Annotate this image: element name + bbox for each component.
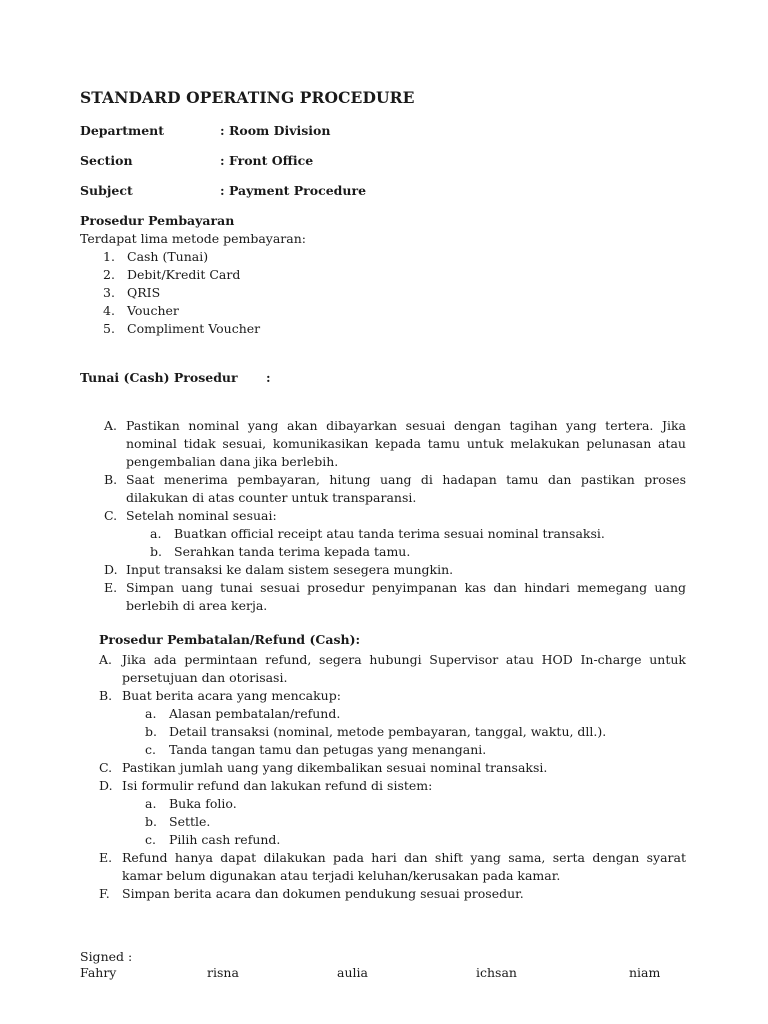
meta-value: : Payment Procedure — [220, 183, 367, 198]
list-marker: E. — [99, 850, 113, 865]
list-marker: A. — [104, 418, 118, 433]
sub-list-marker: b. — [145, 814, 157, 829]
signer-name: niam — [629, 965, 661, 980]
sub-list-marker: a. — [145, 706, 157, 721]
refund-sub-item: Tanda tangan tamu dan petugas yang menangani. — [169, 742, 487, 757]
refund-heading: Prosedur Pembatalan/Refund (Cash): — [99, 632, 361, 647]
payment-intro: Terdapat lima metode pembayaran: — [80, 231, 307, 246]
list-number: 5. — [103, 321, 115, 336]
list-marker: B. — [104, 472, 118, 487]
list-number: 1. — [103, 249, 115, 264]
cash-item: Input transaksi ke dalam sistem sesegera mungkin. — [126, 562, 454, 577]
refund-item: Pastikan jumlah uang yang dikembalikan sesuai nominal transaksi. — [122, 760, 548, 775]
sub-list-marker: b. — [145, 724, 157, 739]
refund-sub-item: Settle. — [169, 814, 211, 829]
refund-sub-item: Pilih cash refund. — [169, 832, 281, 847]
sub-list-marker: b. — [150, 544, 162, 559]
list-number: 4. — [103, 303, 115, 318]
payment-method-item: Cash (Tunai) — [127, 249, 209, 264]
list-marker: D. — [104, 562, 118, 577]
refund-sub-item: Detail transaksi (nominal, metode pembayaran, tanggal, waktu, dll.). — [169, 724, 607, 739]
refund-item: Isi formulir refund dan lakukan refund di sistem: — [122, 778, 433, 793]
sub-list-marker: a. — [145, 796, 157, 811]
signer-name: aulia — [337, 965, 368, 980]
refund-sub-item: Buka folio. — [169, 796, 237, 811]
sub-list-marker: c. — [145, 832, 156, 847]
signed-label: Signed : — [80, 949, 133, 964]
list-marker: B. — [99, 688, 113, 703]
list-number: 3. — [103, 285, 115, 300]
payment-method-item: Compliment Voucher — [127, 321, 261, 336]
list-marker: F. — [99, 886, 110, 901]
meta-label: Department — [80, 123, 165, 138]
meta-value: : Room Division — [220, 123, 331, 138]
cash-item: Saat menerima pembayaran, hitung uang di hadapan tamu dan pastikan proses dilakukan di atas counter untuk transparansi. — [126, 472, 686, 505]
list-marker: E. — [104, 580, 118, 595]
refund-item: Jika ada permintaan refund, segera hubungi Supervisor atau HOD In-charge untuk persetujuan dan otorisasi. — [122, 652, 686, 685]
cash-item: Setelah nominal sesuai: — [126, 508, 277, 523]
meta-label: Section — [80, 153, 133, 168]
list-marker: C. — [104, 508, 118, 523]
signer-name: Fahry — [80, 965, 117, 980]
cash-heading-colon: : — [266, 370, 271, 385]
cash-item: Simpan uang tunai sesuai prosedur penyimpanan kas dan hindari memegang uang berlebih di area kerja. — [126, 580, 686, 613]
payment-method-item: QRIS — [127, 285, 161, 300]
meta-label: Subject — [80, 183, 133, 198]
refund-item: Refund hanya dapat dilakukan pada hari dan shift yang sama, serta dengan syarat kamar belum digunakan atau terjadi keluhan/kerusakan pada kamar. — [122, 850, 686, 883]
sub-list-marker: c. — [145, 742, 156, 757]
sub-list-marker: a. — [150, 526, 162, 541]
list-marker: D. — [99, 778, 113, 793]
list-marker: C. — [99, 760, 113, 775]
cash-sub-item: Serahkan tanda terima kepada tamu. — [174, 544, 411, 559]
payment-method-item: Voucher — [127, 303, 179, 318]
cash-item: Pastikan nominal yang akan dibayarkan sesuai dengan tagihan yang tertera. Jika nominal tidak sesuai, komunikasikan kepada tamu untuk melakukan pelunasan atau pengembalian dana jika berlebih. — [126, 418, 686, 469]
cash-sub-item: Buatkan official receipt atau tanda terima sesuai nominal transaksi. — [174, 526, 605, 541]
document-title: STANDARD OPERATING PROCEDURE — [80, 88, 415, 107]
signer-name: ichsan — [476, 965, 517, 980]
cash-heading: Tunai (Cash) Prosedur — [80, 370, 238, 385]
payment-method-item: Debit/Kredit Card — [127, 267, 241, 282]
refund-item: Simpan berita acara dan dokumen pendukung sesuai prosedur. — [122, 886, 524, 901]
meta-value: : Front Office — [220, 153, 314, 168]
signer-name: risna — [207, 965, 239, 980]
list-marker: A. — [99, 652, 113, 667]
list-number: 2. — [103, 267, 115, 282]
refund-item: Buat berita acara yang mencakup: — [122, 688, 341, 703]
payment-heading: Prosedur Pembayaran — [80, 213, 235, 228]
refund-sub-item: Alasan pembatalan/refund. — [169, 706, 341, 721]
